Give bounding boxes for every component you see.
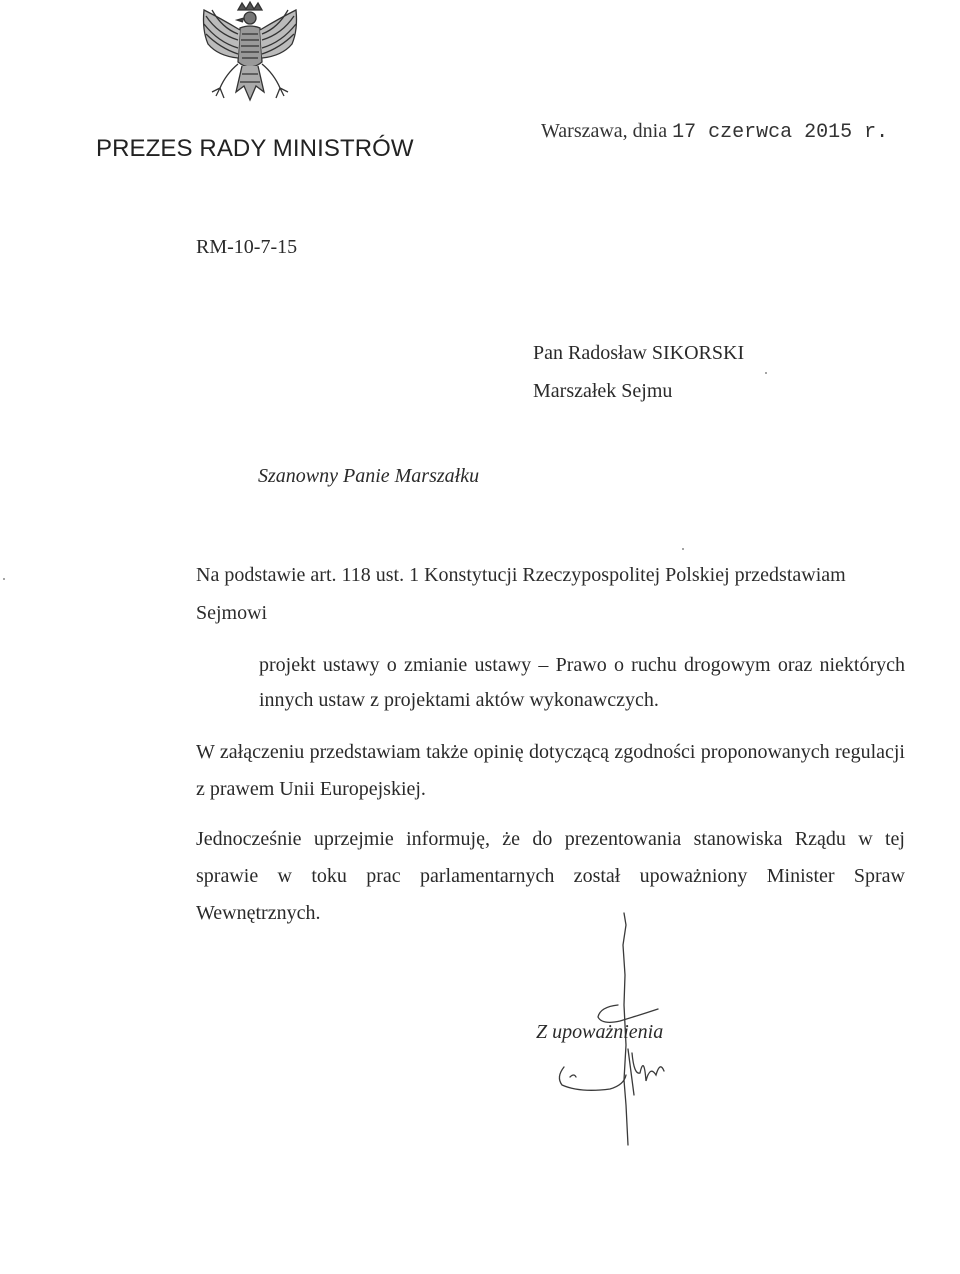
paragraph-4: Jednocześnie uprzejmie informuję, że do prezentowania stanowiska Rządu w tej sprawie w toku prac parlamentarnych został upoważniony Minister Spraw Wewnętrznych. xyxy=(196,828,905,924)
reference-number: RM-10-7-15 xyxy=(196,236,298,258)
scan-speck xyxy=(3,578,5,580)
paragraph-3: W załączeniu przedstawiam także opinię dotyczącą zgodności proponowanych regulacji z prawem Unii Europejskiej. xyxy=(196,741,905,800)
scan-speck xyxy=(682,548,684,550)
paragraph-1-line-1: Na podstawie art. 118 ust. 1 Konstytucji Rzeczypospolitej Polskiej przedstawiam xyxy=(196,564,846,586)
date-value: 17 czerwca 2015 r. xyxy=(672,121,889,144)
addressee-name: Pan Radosław SIKORSKI xyxy=(533,342,745,364)
office-title: PREZES RADY MINISTRÓW xyxy=(96,135,414,162)
date-line xyxy=(541,120,888,144)
date-prefix: Warszawa, dnia xyxy=(541,120,668,142)
scan-speck xyxy=(765,372,767,374)
addressee-role: Marszałek Sejmu xyxy=(533,380,673,402)
signature-label: Z upoważnienia xyxy=(536,1021,664,1043)
paragraph-1-line-2: Sejmowi xyxy=(196,602,268,624)
paragraph-2: projekt ustawy o zmianie ustawy – Prawo o ruchu drogowym oraz niektórych innych ustaw z projektami aktów wykonawczych. xyxy=(259,654,905,711)
polish-eagle-emblem xyxy=(190,0,310,112)
salutation: Szanowny Panie Marszałku xyxy=(258,465,480,487)
